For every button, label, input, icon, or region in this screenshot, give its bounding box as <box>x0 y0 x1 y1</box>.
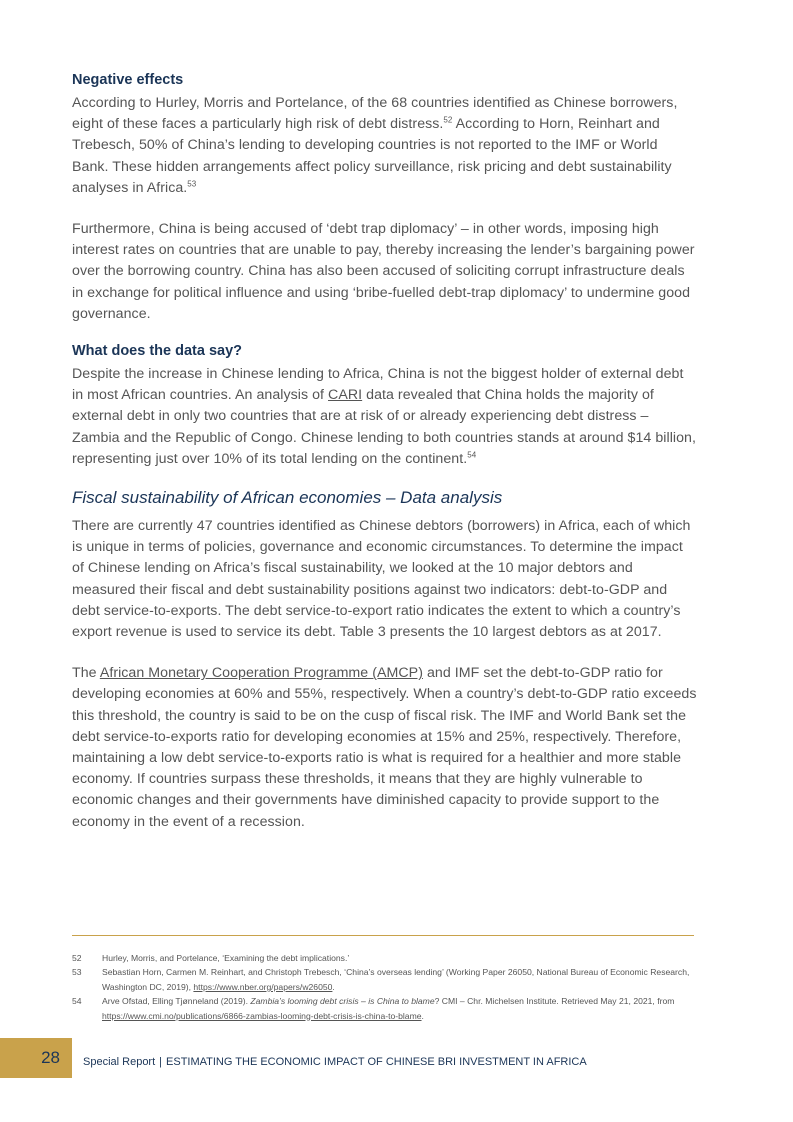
paragraph-fiscal-2: The African Monetary Cooperation Programme (AMCP) and IMF set the debt-to-GDP ratio for developing economies at 60% and 55%, respectively. When a country’s debt-to-GDP ratio exceeds this threshold, the country is said to be on the cusp of fiscal risk. The IMF and World Bank set the debt service-to-exports ratio for developing economies at 15% and 25%, respectively. Therefore, maintaining a low debt service-to-exports ratio is what is required for a healthier and more stable economy. If countries surpass these thresholds, it means that they are highly vulnerable to economic changes and their governments have diminished capacity to provide support to the economy in the event of a recession. <box>72 665 697 830</box>
cmi-link[interactable]: https://www.cmi.no/publications/6866-zambias-looming-debt-crisis-is-china-to-blame <box>102 1010 422 1021</box>
main-content <box>72 70 698 833</box>
footnote-ref-52[interactable]: 52 <box>443 115 453 125</box>
footnote-54: 54 Arve Ofstad, Elling Tjønneland (2019). Zambia’s looming debt crisis – is China to blame? CMI – Chr. Michelsen Institute. Retrieved May 21, 2021, from https://www.cmi.no/publications/6866-zambias-looming-debt-crisis-is-china-to-blame. <box>72 996 675 1021</box>
heading-fiscal-sustainability: Fiscal sustainability of African economies – Data analysis <box>72 488 503 508</box>
paragraph-data-say-1: Despite the increase in Chinese lending to Africa, China is not the biggest holder of external debt in most African countries. An analysis of CARI data revealed that China holds the majority of external debt in only two countries that are at risk of or already experiencing debt distress – Zambia and the Republic of Congo. Chinese lending to both countries stands at around $14 billion, representing just over 10% of its total lending on the continent.$^{54}$ <box>72 366 696 467</box>
paragraph-negative-effects-1: According to Hurley, Morris and Portelance, of the 68 countries identified as Chinese borrowers, eight of these faces a particularly high risk of debt distress.$^{52}$ According to Horn, Reinhart and Trebesch, 50% of China’s lending to developing countries is not reported to the IMF or World Bank. These hidden arrangements affect policy surveillance, risk pricing and debt sustainability analyses in Africa.$^{53}$ <box>72 95 678 196</box>
footer-running-title: Special Report | ESTIMATING THE ECONOMIC IMPACT OF CHINESE BRI INVESTMENT IN AFRICA <box>83 1056 587 1068</box>
heading-negative-effects: Negative effects <box>72 72 184 88</box>
footnote-ref-53[interactable]: 53 <box>187 179 197 189</box>
footer-title: ESTIMATING THE ECONOMIC IMPACT OF CHINESE BRI INVESTMENT IN AFRICA <box>166 1056 587 1068</box>
footer-publication: Special Report <box>83 1056 156 1068</box>
page-footer <box>0 1038 793 1078</box>
footnotes <box>72 951 698 1023</box>
amcp-link[interactable]: African Monetary Cooperation Programme (AMCP) <box>99 665 423 682</box>
footnote-divider <box>72 935 694 936</box>
nber-link[interactable]: https://www.nber.org/papers/w26050 <box>193 981 333 992</box>
page-number: 28 <box>0 1038 72 1078</box>
footnote-52: 52 Hurley, Morris, and Portelance, ‘Examining the debt implications.’ <box>72 953 350 963</box>
paragraph-negative-effects-2: Furthermore, China is being accused of ‘debt trap diplomacy’ – in other words, imposing high interest rates on countries that are unable to pay, thereby increasing the lender’s bargaining power over the borrowing country. China has also been accused of soliciting corrupt infrastructure deals in exchange for political influence and using ‘bribe-fuelled debt-trap diplomacy’ to undermine good governance. <box>72 221 695 322</box>
cari-link[interactable]: CARI <box>328 387 363 404</box>
paragraph-fiscal-1: There are currently 47 countries identified as Chinese debtors (borrowers) in Africa, each of which is unique in terms of policies, governance and economic circumstances. To determine the impact of Chinese lending on Africa’s fiscal sustainability, we looked at the 10 major debtors and measured their fiscal and debt sustainability positions against two indicators: debt-to-GDP and debt service-to-exports. The debt service-to-export ratio indicates the extent to which a country’s export revenue is used to service its debt. Table 3 presents the 10 largest debtors as at 2017. <box>72 518 691 641</box>
footnote-ref-54[interactable]: 54 <box>467 450 477 460</box>
heading-what-does-data-say: What does the data say? <box>72 343 243 360</box>
footnote-53: 53 Sebastian Horn, Carmen M. Reinhart, and Christoph Trebesch, ‘China’s overseas lending’ (Working Paper 26050, National Bureau of Economic Research, Washington DC, 2019), https://www.nber.org/papers/w26050. <box>72 967 690 992</box>
